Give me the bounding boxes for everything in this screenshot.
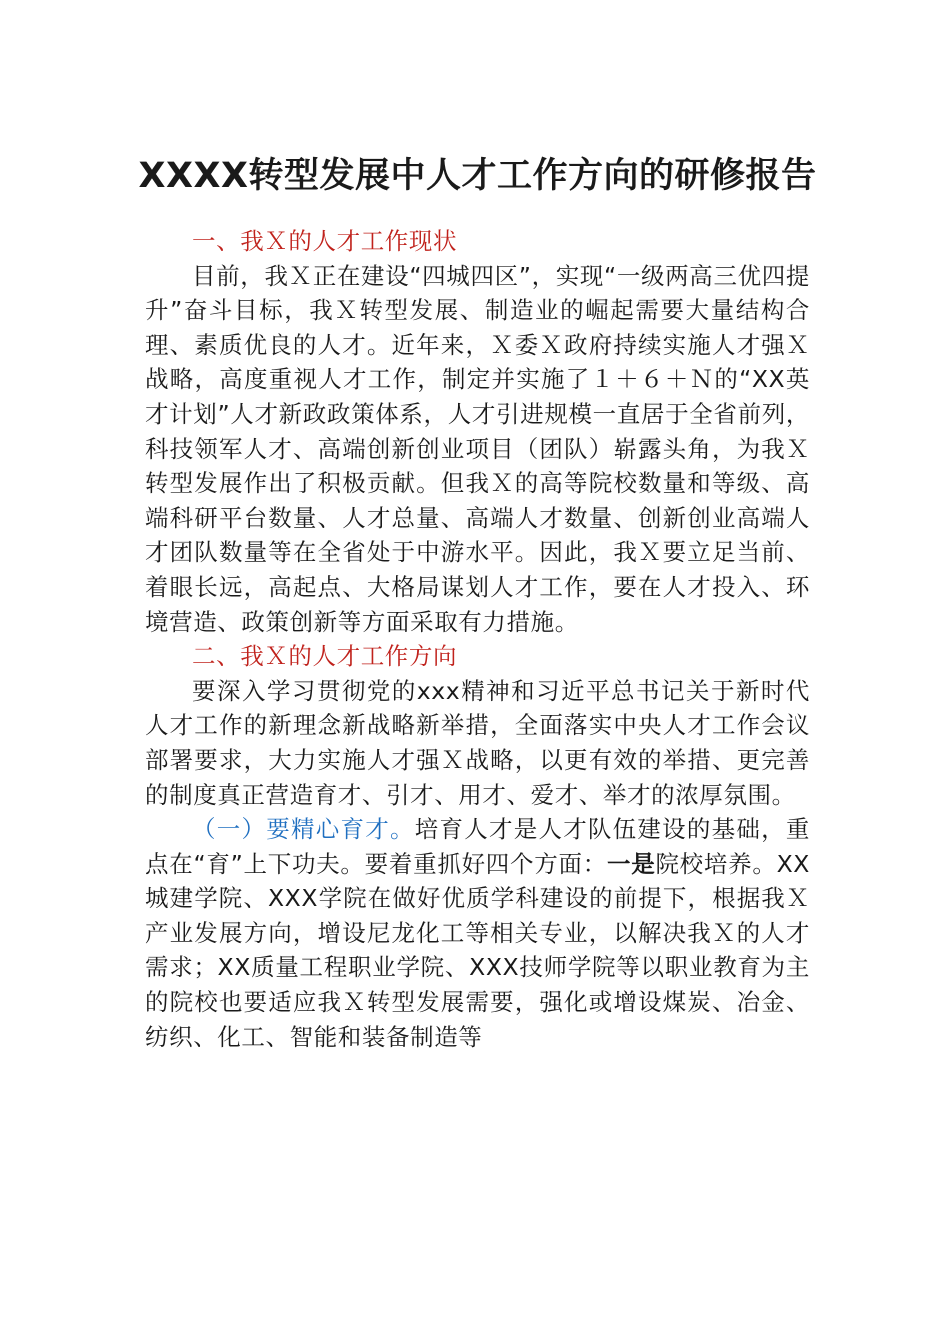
document-title: XXXX转型发展中人才工作方向的研修报告 <box>138 156 817 196</box>
title-spacer <box>145 212 810 224</box>
subsection-text-a: 培育人才是人才队伍建设的基础，重点在“育”上下功夫。要着重抓好四个方面： <box>145 815 810 878</box>
section-heading-1: 一、我Ｘ的人才工作现状 <box>192 227 458 255</box>
section-heading-2: 二、我Ｘ的人才工作方向 <box>192 642 458 671</box>
subsection-paragraph-1 <box>145 812 810 1054</box>
section-paragraph-2: 要深入学习贯彻党的xxx精神和习近平总书记关于新时代人才工作的新理念新战略新举措，全面落实中央人才工作会议部署要求，大力实施人才强Ｘ战略，以更有效的举措、更完善的制度真正营造育才、引才、用才、爱才、举才的浓厚氛围。 <box>145 676 810 809</box>
subsection-text-b: 院校培养。XX城建学院、XXX学院在做好优质学科建设的前提下，根据我Ｘ产业发展方向，增设尼龙化工等相关专业，以解决我Ｘ的人才需求；XX质量工程职业学院、XXX技师学院等以职业教育为主的院校也要适应我Ｘ转型发展需要，强化或增设煤炭、冶金、纺织、化工、智能和装备制造等 <box>145 849 810 1051</box>
document-page <box>138 140 817 1054</box>
section-paragraph-1: 目前，我Ｘ正在建设“四城四区”，实现“一级两高三优四提升”奋斗目标，我Ｘ转型发展、制造业的崛起需要大量结构合理、素质优良的人才。近年来，Ｘ委Ｘ政府持续实施人才强Ｘ战略，高度重视人才工作，制定并实施了１＋６＋Ｎ的“XX英才计划”人才新政政策体系，人才引进规模一直居于全省前列，科技领军人才、高端创新创业项目（团队）崭露头角，为我Ｘ转型发展作出了积极贡献。但我Ｘ的高等院校数量和等级、高端科研平台数量、人才总量、高端人才数量、创新创业高端人才团队数量等在全省处于中游水平。因此，我Ｘ要立足当前、着眼长远，高起点、大格局谋划人才工作，要在人才投入、环境营造、政策创新等方面采取有力措施。 <box>145 261 810 636</box>
subsection-lead: （一）要精心育才。 <box>192 815 415 844</box>
subsection-bold-marker: 一是 <box>606 849 656 878</box>
